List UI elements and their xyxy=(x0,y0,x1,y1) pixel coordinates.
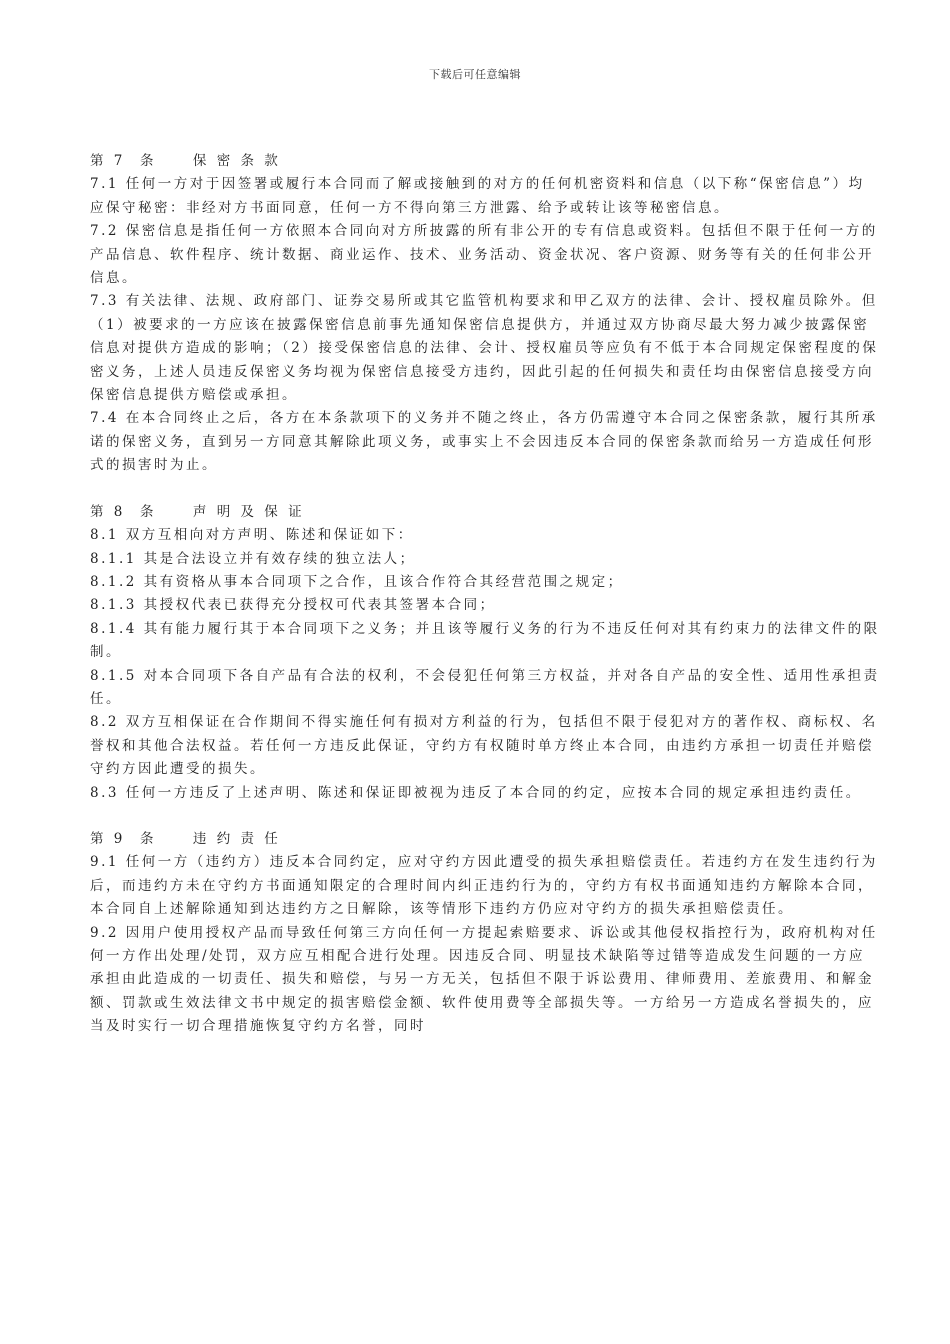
section-title: 第 9 条 违 约 责 任 xyxy=(90,830,281,847)
clause-9-2: 9.2 因用户使用授权产品而导致任何第三方向任何一方提起索赔要求、诉讼或其他侵权指控行为，政府机构对任何一方作出处理/处罚，双方应互相配合进行处理。因违反合同、明显技术缺陷等过错等造成发生问题的一方应承担由此造成的一切责任、损失和赔偿，与另一方无关，包括但不限于诉讼费用、律师费用、差旅费用、和解金额、罚款或生效法律文书中规定的损害赔偿金额、软件使用费等全部损失等。一方给另一方造成名誉损失的，应当及时实行一切合理措施恢复守约方名誉，同时 xyxy=(90,924,878,1035)
clause-9-1: 9.1 任何一方（违约方）违反本合同约定，应对守约方因此遭受的损失承担赔偿责任。若违约方在发生违约行为后，而违约方未在守约方书面通知限定的合理时间内纠正违约行为的，守约方有权书面通知违约方解除本合同，本合同自上述解除通知到达违约方之日解除，该等情形下违约方仍应对守约方的损失承担赔偿责任。 xyxy=(90,854,878,918)
clause-8-1-5: 8.1.5 对本合同项下各自产品有合法的权利，不会侵犯任何第三方权益，并对各自产品的安全性、适用性承担责任。 xyxy=(90,667,880,707)
clause-7-2: 7.2 保密信息是指任何一方依照本合同向对方所披露的所有非公开的专有信息或资料。包括但不限于任何一方的产品信息、软件程序、统计数据、商业运作、技术、业务活动、资金状况、客户资源、财务等有关的任何非公开信息。 xyxy=(90,223,878,287)
document-body xyxy=(90,150,880,1062)
clause-8-1-3: 8.1.3 其授权代表已获得充分授权可代表其签署本合同； xyxy=(90,597,496,614)
page-header: 下载后可任意编辑 xyxy=(429,68,521,81)
section-title: 第 8 条 声 明 及 保 证 xyxy=(90,503,305,520)
clause-7-3: 7.3 有关法律、法规、政府部门、证券交易所或其它监管机构要求和甲乙双方的法律、会计、授权雇员除外。但（1）被要求的一方应该在披露保密信息前事先通知保密信息提供方，并通过双方协商尽最大努力减少披露保密信息对提供方造成的影响；（2）接受保密信息的法律、会计、授权雇员等应负有不低于本合同规定保密程度的保密义务，上述人员违反保密义务均视为保密信息接受方违约，因此引起的任何损失和责任均由保密信息接受方向保密信息提供方赔偿或承担。 xyxy=(90,293,879,404)
clause-8-1: 8.1 双方互相向对方声明、陈述和保证如下： xyxy=(90,527,414,544)
clause-8-2: 8.2 双方互相保证在合作期间不得实施任何有损对方利益的行为，包括但不限于侵犯对方的著作权、商标权、名誉权和其他合法权益。若任何一方违反此保证，守约方有权随时单方终止本合同，由违约方承担一切责任并赔偿守约方因此遭受的损失。 xyxy=(90,714,878,778)
clause-8-1-2: 8.1.2 其有资格从事本合同项下之合作，且该合作符合其经营范围之规定； xyxy=(90,573,624,590)
clause-8-1-1: 8.1.1 其是合法设立并有效存续的独立法人； xyxy=(90,550,416,567)
section-title: 第 7 条 保 密 条 款 xyxy=(90,153,281,169)
clause-8-3: 8.3 任何一方违反了上述声明、陈述和保证即被视为违反了本合同的约定，应按本合同的规定承担违约责任。 xyxy=(90,784,862,801)
clause-7-1: 7.1 任何一方对于因签署或履行本合同而了解或接触到的对方的任何机密资料和信息（以下称“保密信息”）均应保守秘密：非经对方书面同意，任何一方不得向第三方泄露、给予或转让该等秘密信息。 xyxy=(90,176,865,216)
clause-8-1-4: 8.1.4 其有能力履行其于本合同项下之义务；并且该等履行义务的行为不违反任何对其有约束力的法律文件的限制。 xyxy=(90,620,880,661)
clause-7-4: 7.4 在本合同终止之后，各方在本条款项下的义务并不随之终止，各方仍需遵守本合同之保密条款，履行其所承诺的保密义务，直到另一方同意其解除此项义务，或事实上不会因违反本合同的保密条款而给另一方造成任何形式的损害时为止。 xyxy=(90,410,878,474)
section-7 xyxy=(90,150,880,478)
section-9 xyxy=(90,828,880,1039)
section-8 xyxy=(90,501,880,805)
